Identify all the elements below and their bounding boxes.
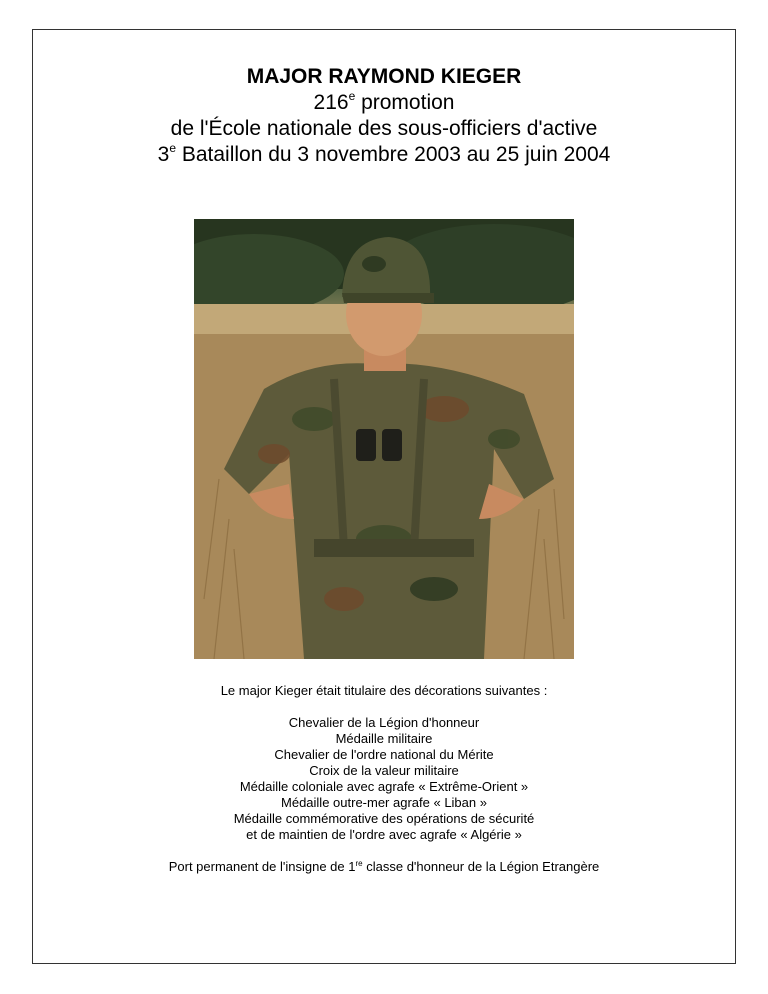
decoration-item: Chevalier de l'ordre national du Mérite	[274, 747, 494, 762]
body-text	[32, 683, 736, 875]
school-line: de l'École nationale des sous-officiers d'active	[170, 117, 598, 140]
header	[32, 64, 736, 168]
insignia-text-end: classe d'honneur de la Légion Etrangère	[362, 859, 600, 874]
portrait-photo	[194, 219, 574, 659]
battalion-suffix: e	[169, 141, 177, 155]
decorations-intro: Le major Kieger était titulaire des décorations suivantes :	[220, 683, 548, 698]
decoration-item: Médaille militaire	[335, 731, 433, 746]
decoration-item: Croix de la valeur militaire	[309, 763, 459, 778]
decoration-item: Médaille outre-mer agrafe « Liban »	[281, 795, 487, 810]
decoration-item: Médaille coloniale avec agrafe « Extrême-Orient »	[239, 779, 529, 794]
battalion-line	[32, 142, 736, 168]
promotion-number: 216	[313, 91, 349, 114]
battalion-number: 3	[157, 143, 170, 166]
promotion-suffix: e	[348, 89, 356, 103]
battalion-dates: Bataillon du 3 novembre 2003 au 25 juin 2004	[176, 143, 611, 166]
promotion-word: promotion	[355, 91, 455, 114]
portrait-illustration	[194, 219, 574, 659]
decoration-item: Chevalier de la Légion d'honneur	[288, 715, 480, 730]
insignia-line	[32, 859, 736, 875]
decoration-item: Médaille commémorative des opérations de sécurité	[233, 811, 535, 826]
page-title: MAJOR RAYMOND KIEGER	[246, 65, 522, 88]
decorations-list	[32, 715, 736, 843]
insignia-suffix: re	[355, 859, 363, 868]
decoration-item: et de maintien de l'ordre avec agrafe « Algérie »	[246, 827, 522, 842]
promotion-line	[32, 90, 736, 116]
insignia-text-start: Port permanent de l'insigne de 1	[168, 859, 356, 874]
